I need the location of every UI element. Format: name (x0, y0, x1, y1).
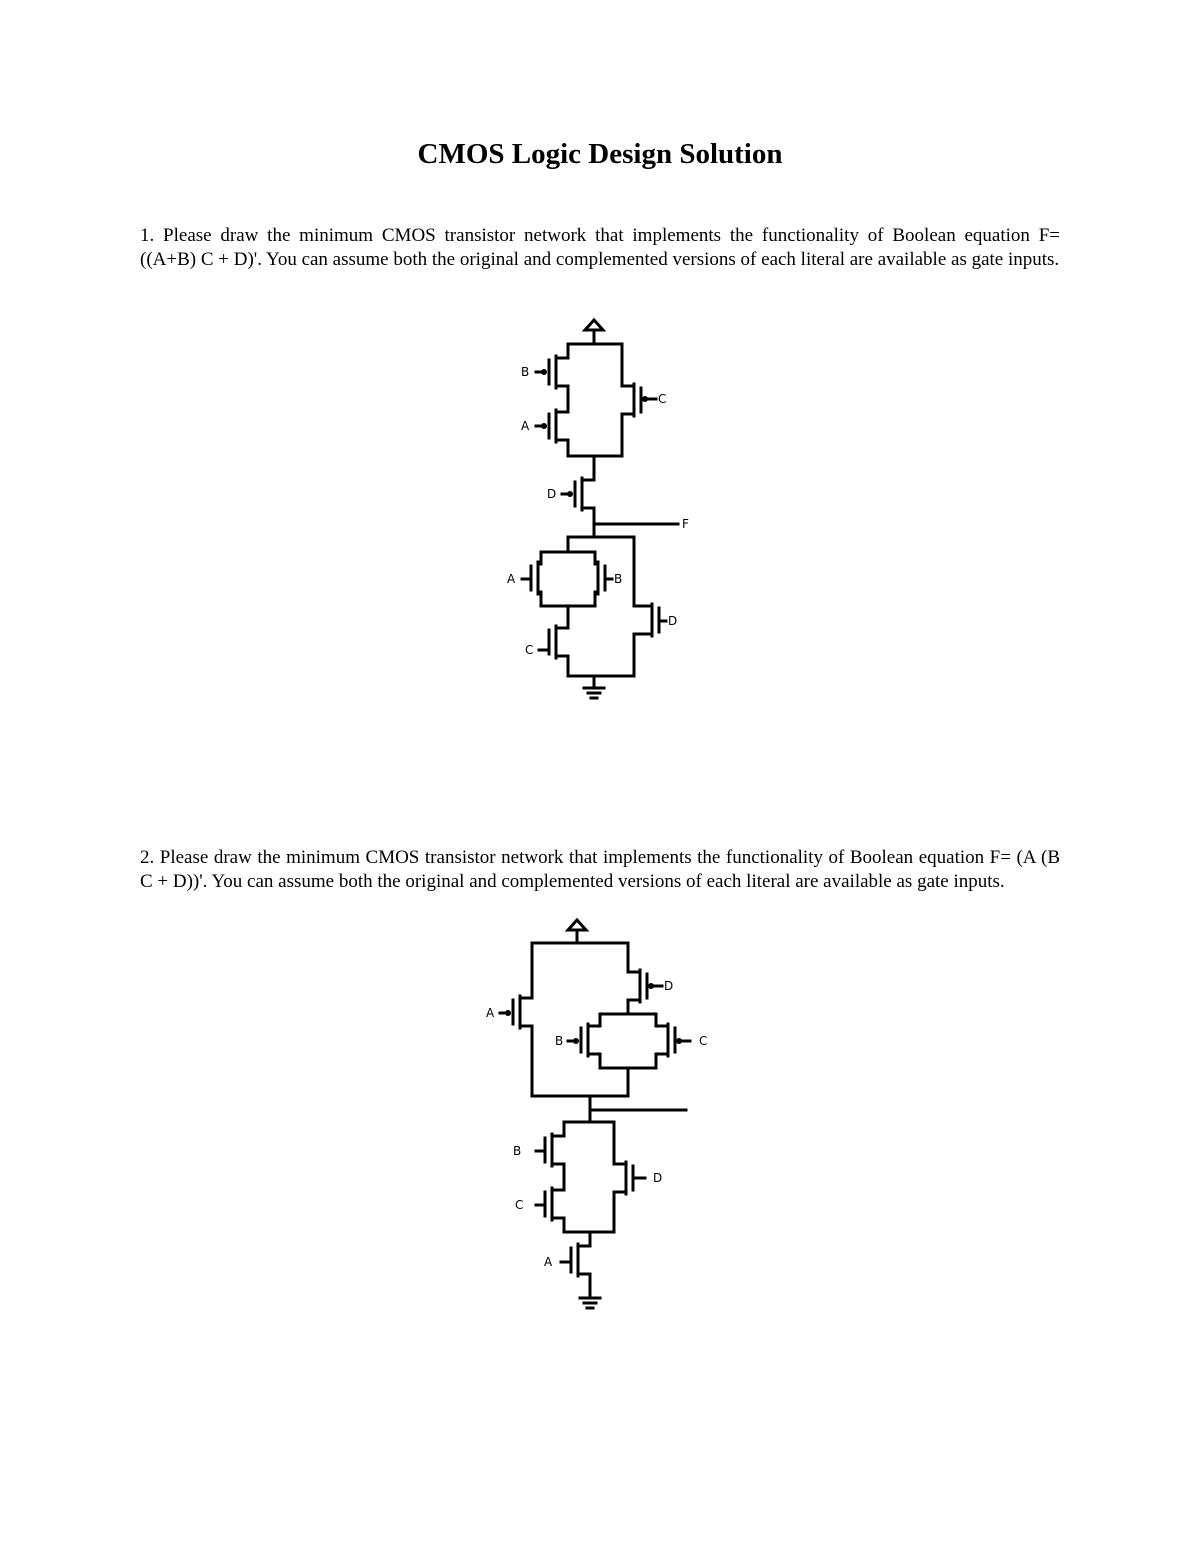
label-a-nmos-2: A (544, 1255, 553, 1269)
label-a-pmos-2: A (486, 1006, 495, 1020)
circuit-diagram-1 (0, 300, 1200, 720)
label-b-nmos-2: B (513, 1144, 522, 1158)
label-d-pmos-2: D (664, 979, 674, 993)
label-a-pmos: A (521, 419, 530, 433)
label-c-pmos: C (658, 392, 667, 406)
label-b-nmos: B (614, 572, 623, 586)
page-title: CMOS Logic Design Solution (417, 138, 783, 170)
label-d-nmos: D (668, 614, 678, 628)
label-b-pmos: B (521, 365, 530, 379)
circuit-diagram-2 (0, 900, 1200, 1320)
label-b-pmos-2: B (555, 1034, 564, 1048)
ground-icon (580, 1298, 600, 1308)
label-output-f: F (682, 517, 689, 531)
ground-icon (584, 688, 604, 698)
label-c-pmos-2: C (699, 1034, 708, 1048)
problem-1-text: 1. Please draw the minimum CMOS transistor network that implements the functionality of Boolean equation F= ((A+B) C + D)'. You can assume both the original and complemented versions of each literal are available as gate inputs. (140, 225, 1060, 270)
label-c-nmos: C (525, 643, 534, 657)
problem-2-text: 2. Please draw the minimum CMOS transistor network that implements the functionality of Boolean equation F= (A (B C + D))'. You can assume both the original and complemented versions of each literal are available as gate inputs. (140, 847, 1060, 892)
label-c-nmos-2: C (515, 1198, 524, 1212)
label-a-nmos: A (507, 572, 516, 586)
label-d-nmos-2: D (653, 1171, 663, 1185)
label-d-pmos: D (547, 487, 557, 501)
